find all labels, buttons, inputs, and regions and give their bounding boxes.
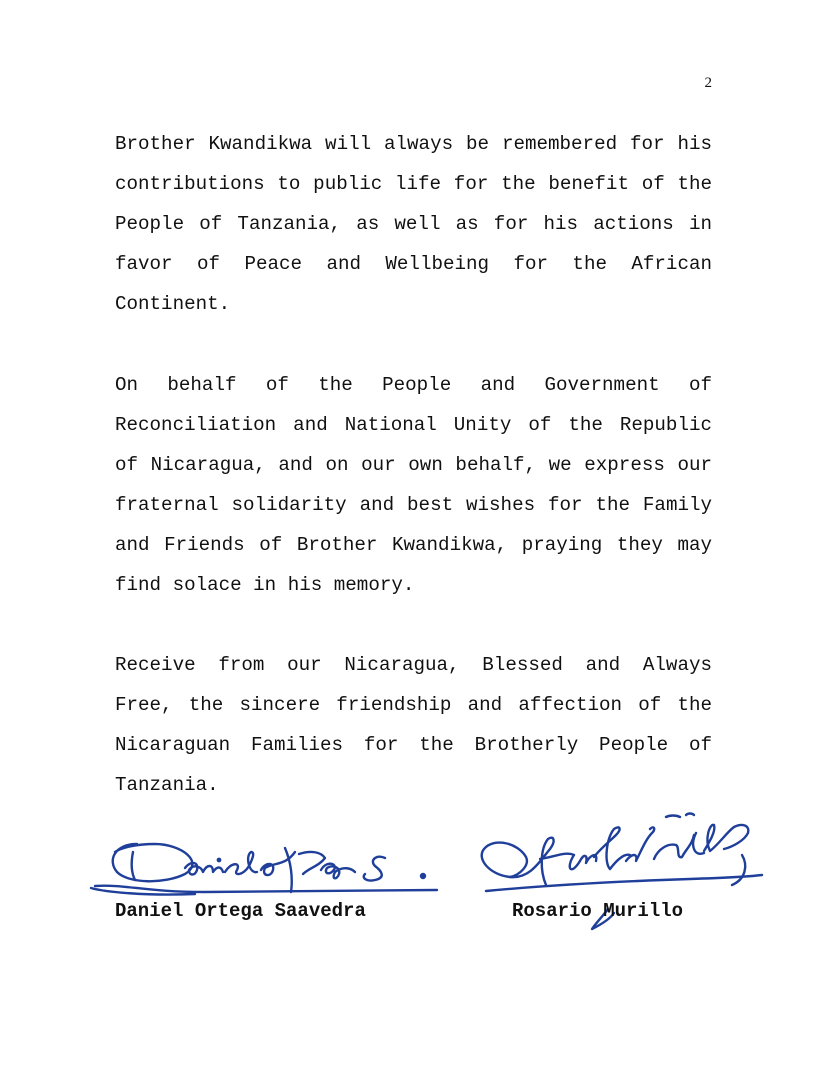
paragraph-remembrance: Brother Kwandikwa will always be remembered for his contributions to public life for the benefit of the People of Tanzania, as well as for his actions in favor of Peace and Wellbeing for the African Continent. — [115, 133, 712, 315]
signature-daniel-ortega — [85, 822, 445, 902]
paragraph-friendship: Receive from our Nicaragua, Blessed and Always Free, the sincere friendship and affection of the Nicaraguan Families for the Brotherly People of Tanzania. — [115, 654, 712, 796]
signatory-name-1: Daniel Ortega Saavedra — [115, 900, 366, 922]
page-number: 2 — [704, 75, 712, 91]
signatory-name-2: Rosario Murillo — [512, 900, 684, 922]
paragraph-condolences: On behalf of the People and Government of Reconciliation and National Unity of the Republic of Nicaragua, and on our own behalf, we express our fraternal solidarity and best wishes for the Family and Friends of Brother Kwandikwa, praying they may find solace in his memory. — [115, 374, 712, 596]
